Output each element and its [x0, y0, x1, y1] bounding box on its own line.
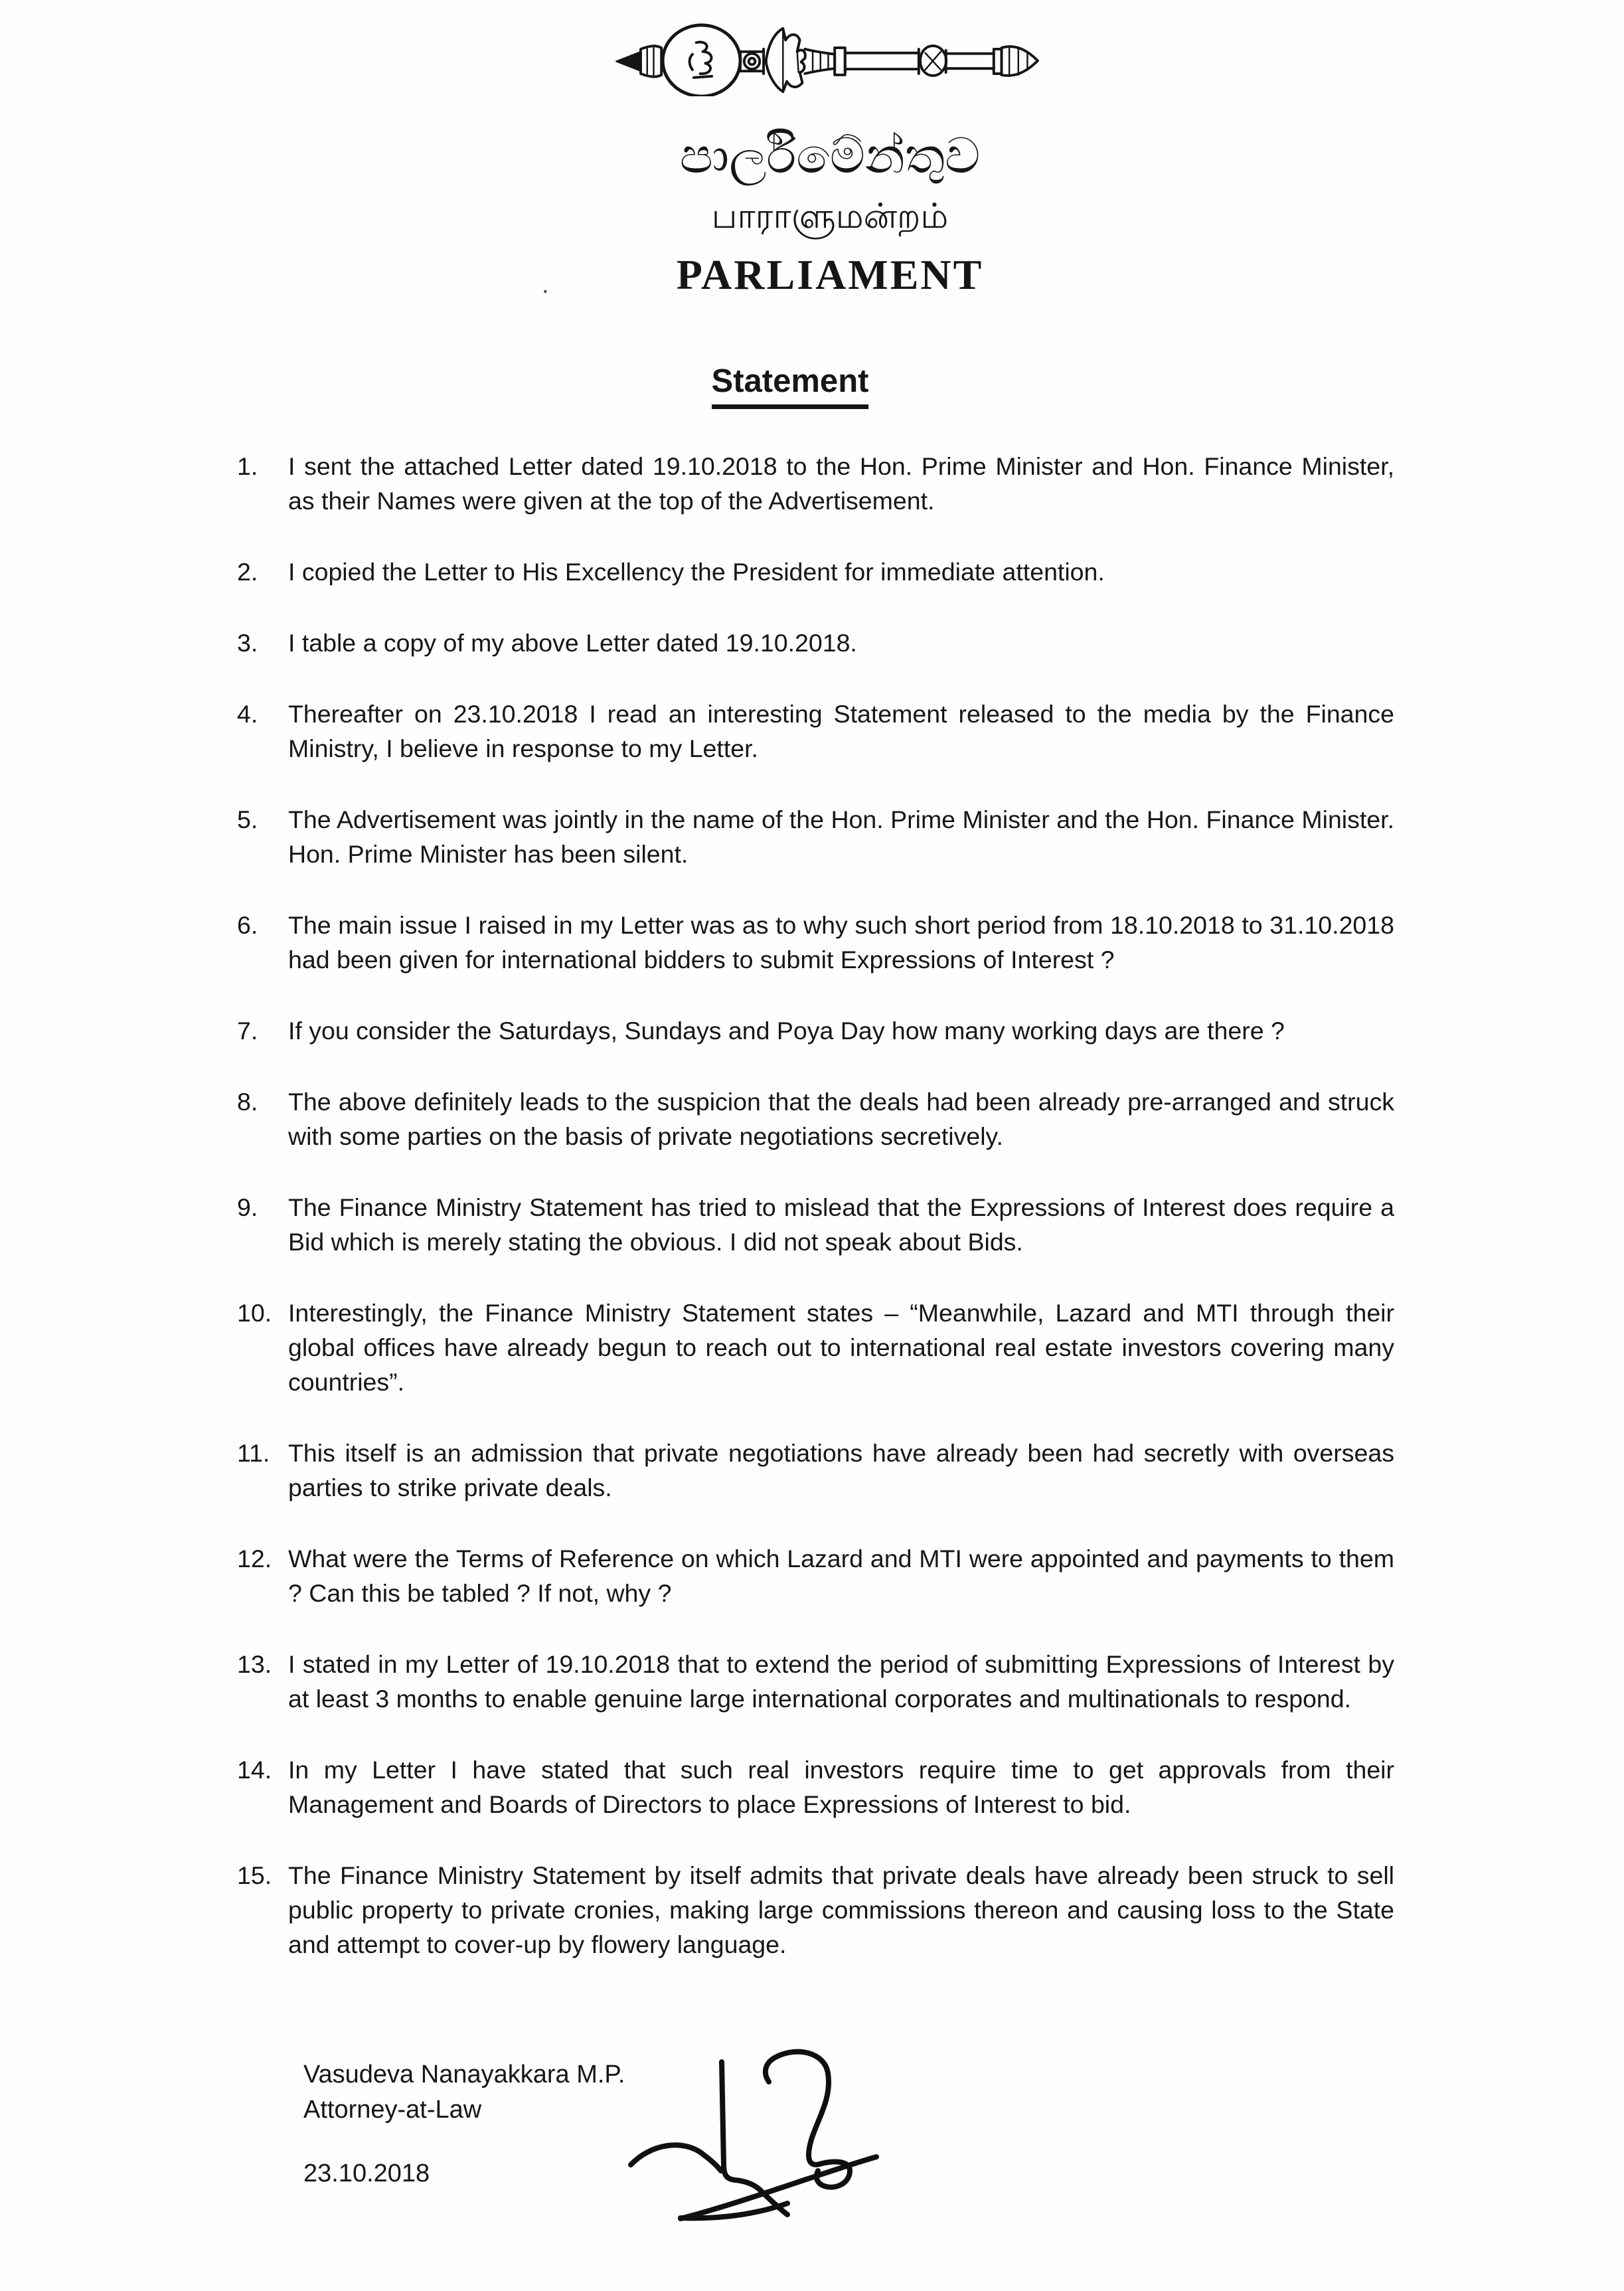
- statement-heading: [0, 363, 1602, 409]
- item-text: Thereafter on 23.10.2018 I read an interesting Statement released to the media by the Finance Ministry, I believe in response to my Letter.: [288, 700, 1394, 762]
- statement-item-13: [237, 1647, 1394, 1716]
- item-number: 6.: [237, 911, 258, 939]
- item-number: 2.: [237, 558, 258, 586]
- signatory-name: Vasudeva Nanayakkara M.P.: [303, 2061, 625, 2088]
- item-text: I copied the Letter to His Excellency the President for immediate attention.: [288, 558, 1105, 586]
- item-number: 11.: [237, 1439, 270, 1467]
- statement-item-11: [237, 1436, 1394, 1505]
- item-text: The main issue I raised in my Letter was as to why such short period from 18.10.2018 to 31.10.2018 had been given for international bidders to submit Expressions of Interest ?: [288, 911, 1394, 974]
- statement-item-8: [237, 1084, 1394, 1153]
- item-text: This itself is an admission that private negotiations have already been had secretly with overseas parties to strike private deals.: [288, 1439, 1394, 1501]
- statement-item-5: [237, 802, 1394, 871]
- item-text: I stated in my Letter of 19.10.2018 that to extend the period of submitting Expressions of Interest by at least 3 months to enable genuine large international corporates and multinationals to respond.: [288, 1650, 1394, 1713]
- statement-list: [237, 449, 1394, 1962]
- item-text: I sent the attached Letter dated 19.10.2018 to the Hon. Prime Minister and Hon. Finance Minister, as their Names were given at the top of the Advertisement.: [288, 452, 1394, 515]
- english-title: PARLIAMENT: [676, 251, 984, 298]
- item-number: 13.: [237, 1650, 272, 1678]
- statement-item-3: [237, 626, 1394, 660]
- item-number: 9.: [237, 1193, 258, 1221]
- item-number: 10.: [237, 1299, 272, 1327]
- item-number: 15.: [237, 1861, 272, 1889]
- item-text: The Finance Ministry Statement has tried to mislead that the Expressions of Interest does require a Bid which is merely stating the obvious. I did not speak about Bids.: [288, 1193, 1394, 1256]
- statement-item-12: [237, 1541, 1394, 1610]
- statement-item-15: [237, 1858, 1394, 1962]
- item-text: In my Letter I have stated that such real investors require time to get approvals from their Management and Boards of Directors to place Expressions of Interest to bid.: [288, 1756, 1394, 1818]
- signatory-title: Attorney-at-Law: [303, 2096, 482, 2124]
- item-number: 12.: [237, 1545, 272, 1572]
- item-text: I table a copy of my above Letter dated 19.10.2018.: [288, 629, 857, 657]
- item-number: 8.: [237, 1088, 258, 1116]
- handwritten-signature: [621, 2032, 963, 2245]
- item-number: 3.: [237, 629, 258, 657]
- item-number: 1.: [237, 452, 258, 480]
- item-text: The above definitely leads to the suspicion that the deals had been already pre-arranged and struck with some parties on the basis of private negotiations secretively.: [288, 1088, 1394, 1150]
- statement-item-4: [237, 697, 1394, 766]
- parliament-mace-emblem: [609, 22, 1044, 96]
- statement-item-2: [237, 554, 1394, 589]
- statement-item-10: [237, 1296, 1394, 1399]
- tamil-title: பாராளுமன்றம்: [711, 197, 949, 236]
- signature-scribble-icon: [621, 2032, 963, 2245]
- statement-item-1: [237, 449, 1394, 518]
- sinhala-title: පාර්ලිමේන්තුව: [679, 128, 981, 183]
- statement-date: 23.10.2018: [303, 2160, 430, 2187]
- scan-artifact-dot: .: [542, 271, 549, 299]
- signature-block: [303, 2057, 625, 2128]
- item-number: 14.: [237, 1756, 272, 1784]
- item-text: If you consider the Saturdays, Sundays and Poya Day how many working days are there ?: [288, 1017, 1285, 1045]
- item-text: The Advertisement was jointly in the name of the Hon. Prime Minister and the Hon. Finance Minister. Hon. Prime Minister has been silent.: [288, 806, 1394, 868]
- statement-heading-text: Statement: [712, 363, 869, 409]
- item-text: The Finance Ministry Statement by itself admits that private deals have already been struck to sell public property to private cronies, making large commissions thereon and causing loss to the State and attempt to cover-up by flowery language.: [288, 1861, 1394, 1958]
- item-number: 7.: [237, 1017, 258, 1045]
- item-number: 5.: [237, 806, 258, 833]
- statement-item-6: [237, 908, 1394, 977]
- statement-item-9: [237, 1190, 1394, 1259]
- item-number: 4.: [237, 700, 258, 728]
- statement-item-7: [237, 1013, 1394, 1048]
- item-text: What were the Terms of Reference on which Lazard and MTI were appointed and payments to them ? Can this be tabled ? If not, why ?: [288, 1545, 1394, 1607]
- mace-icon: [609, 22, 1044, 96]
- item-text: Interestingly, the Finance Ministry Statement states – “Meanwhile, Lazard and MTI through their global offices have already begun to reach out to international real estate investors covering many countries”.: [288, 1299, 1394, 1396]
- statement-item-14: [237, 1752, 1394, 1822]
